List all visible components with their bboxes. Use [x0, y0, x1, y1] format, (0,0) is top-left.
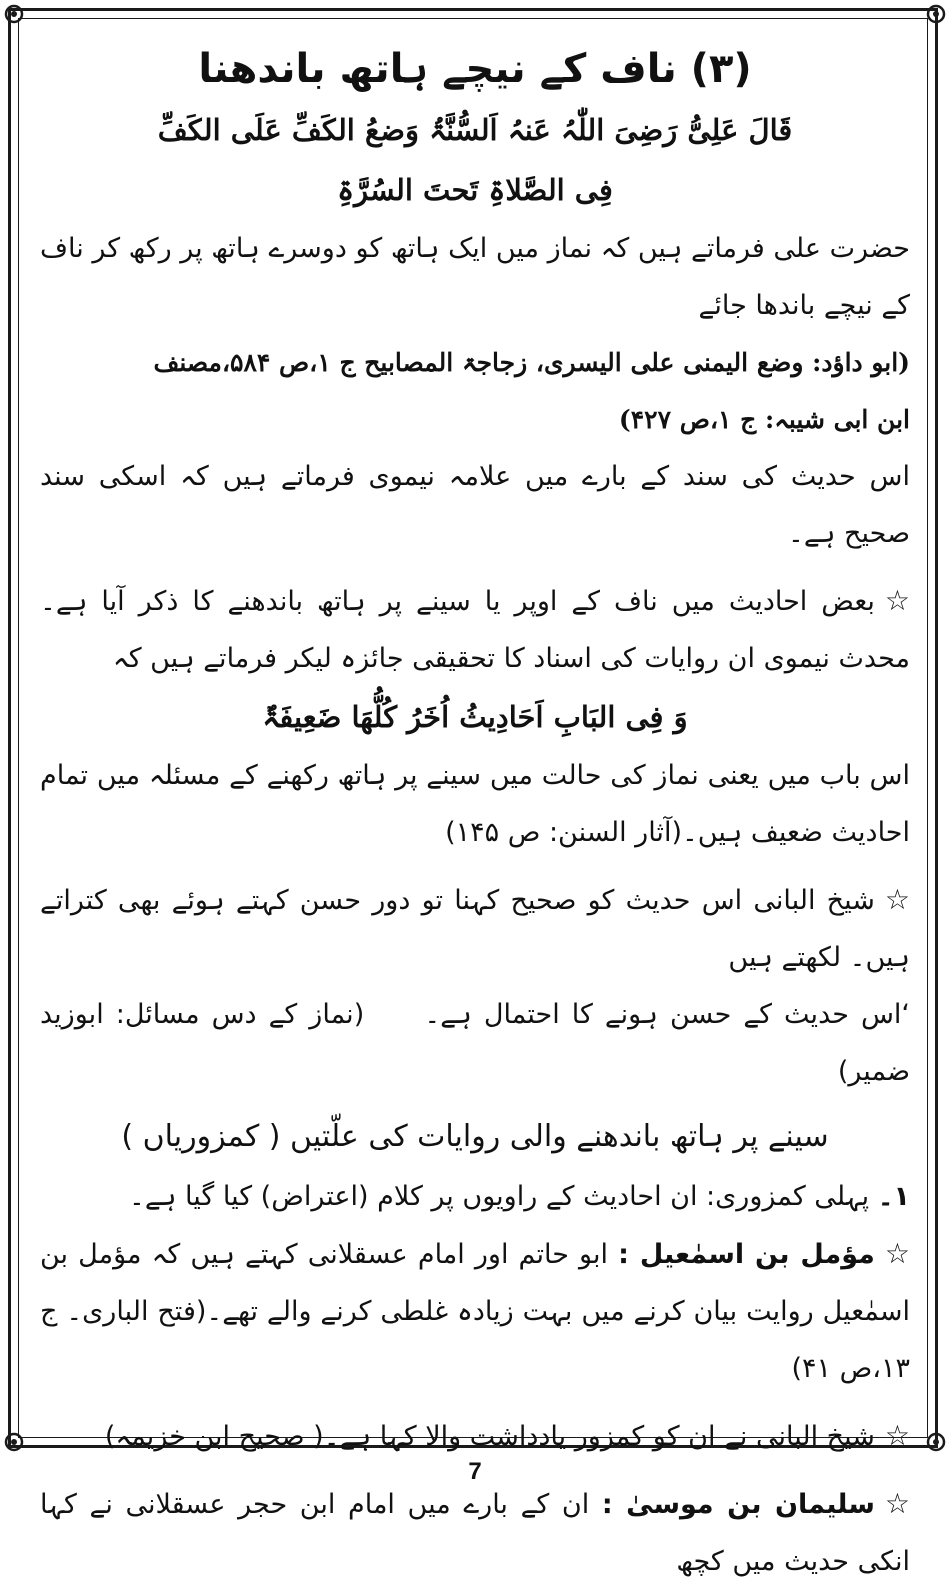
- star-icon: ☆: [884, 1237, 910, 1270]
- page-content: [30, 30, 920, 1577]
- albani-quote-text: ‘اس حدیث کے حسن ہونے کا احتمال ہے۔: [424, 999, 911, 1030]
- section-heading-weaknesses: سینے پر ہاتھ باندھنے والی روایات کی علّتیں ( کمزوریاں ): [121, 1119, 829, 1154]
- paragraph-sulaiman-text: ان کے بارے میں امام ابن حجر عسقلانی نے کہا انکی حدیث میں کچھ: [40, 1489, 910, 1577]
- corner-ornament-top-left: [2, 2, 32, 32]
- paragraph-sulaiman: [40, 1475, 910, 1590]
- point-first-weakness: [40, 1168, 910, 1225]
- arabic-fil-bab-line: وَ فِی البَابِ اَحَادِیثُ اُخَرُ کُلُّھَا ضَعِیفَۃٌ: [262, 700, 688, 734]
- paragraph-albani-hasan: [40, 871, 910, 986]
- paragraph-albani-memory-text: شیخ البانی نے ان کو کمزور یادداشت والا کہا ہے۔( صحیح ابن خزیمہ): [104, 1421, 875, 1452]
- reference-ibn-abi-shaybah: ابن ابی شیبہ: ج ۱،ص ۴۲۷): [618, 405, 910, 434]
- narrator-name-sulaiman: سلیمان بن موسیٰ :: [601, 1489, 875, 1520]
- paragraph-translation: حضرت علی فرماتے ہیں کہ نماز میں ایک ہاتھ کو دوسرے ہاتھ پر رکھ کر ناف کے نیچے باندھا جائے: [40, 233, 910, 321]
- star-icon: ☆: [884, 883, 910, 916]
- paragraph-chapter-weak: اس باب میں یعنی نماز کی حالت میں سینے پر ہاتھ رکھنے کے مسئلہ میں تمام احادیث ضعیف ہیں۔(آثار السنن: ص ۱۴۵): [40, 760, 910, 848]
- paragraph-nimawi-sanad: اس حدیث کی سند کے بارے میں علامہ نیموی فرماتے ہیں کہ اسکی سند صحیح ہے۔: [40, 461, 910, 549]
- paragraph-muammal: [40, 1225, 910, 1397]
- corner-ornament-top-right: [918, 2, 948, 32]
- page-title: (۳) ناف کے نیچے ہاتھ باندھنا: [198, 46, 752, 92]
- reference-abu-dawud: (ابو داؤد: وضع الیمنی علی الیسری، زجاجۃ المصابیح ج ۱،ص ۵۸۴،مصنف: [153, 348, 910, 377]
- star-icon: ☆: [884, 1419, 910, 1452]
- arabic-hadith-line-1: قَالَ عَلِیُّ رَضِیَ اللّٰہُ عَنہُ اَلسُّنَّۃُ وَضعُ الکَفِّ عَلَی الکَفِّ: [157, 113, 793, 147]
- paragraph-albani-memory: [40, 1407, 910, 1465]
- point-first-weakness-text: پہلی کمزوری: ان احادیث کے راویوں پر کلام (اعتراض) کیا گیا ہے۔: [129, 1181, 870, 1212]
- paragraph-some-hadith-text: بعض احادیث میں ناف کے اوپر یا سینے پر ہاتھ باندھنے کا ذکر آیا ہے۔ محدث نیموی ان روایات کی اسناد کا تحقیقی جائزہ لیکر فرماتے ہیں کہ: [40, 586, 910, 674]
- narrator-name-muammal: مؤمل بن اسمٰعیل :: [618, 1239, 875, 1270]
- point-number: ۱۔: [877, 1181, 910, 1212]
- page-number: 7: [468, 1458, 482, 1485]
- paragraph-albani-hasan-text: شیخ البانی اس حدیث کو صحیح کہنا تو دور حسن کہتے ہوئے بھی کتراتے ہیں۔ لکھتے ہیں: [40, 885, 910, 973]
- paragraph-some-hadith: [40, 572, 910, 687]
- star-icon: ☆: [884, 584, 910, 617]
- corner-ornament-bottom-right: [918, 1424, 948, 1454]
- paragraph-muammal-text: ابو حاتم اور امام عسقلانی کہتے ہیں کہ مؤمل بن اسمٰعیل روایت بیان کرنے میں بہت زیادہ غلطی کرنے والے تھے۔(فتح الباری۔ ج ۱۳،ص ۴۱): [40, 1239, 910, 1384]
- star-icon: ☆: [884, 1487, 910, 1520]
- corner-ornament-bottom-left: [2, 1424, 32, 1454]
- paragraph-albani-quote: [40, 986, 910, 1100]
- arabic-hadith-line-2: فِی الصَّلاۃِ تَحتَ السُرَّۃِ: [337, 173, 613, 207]
- albani-quote-reference: (نماز کے دس مسائل: ابوزید ضمیر): [40, 999, 910, 1087]
